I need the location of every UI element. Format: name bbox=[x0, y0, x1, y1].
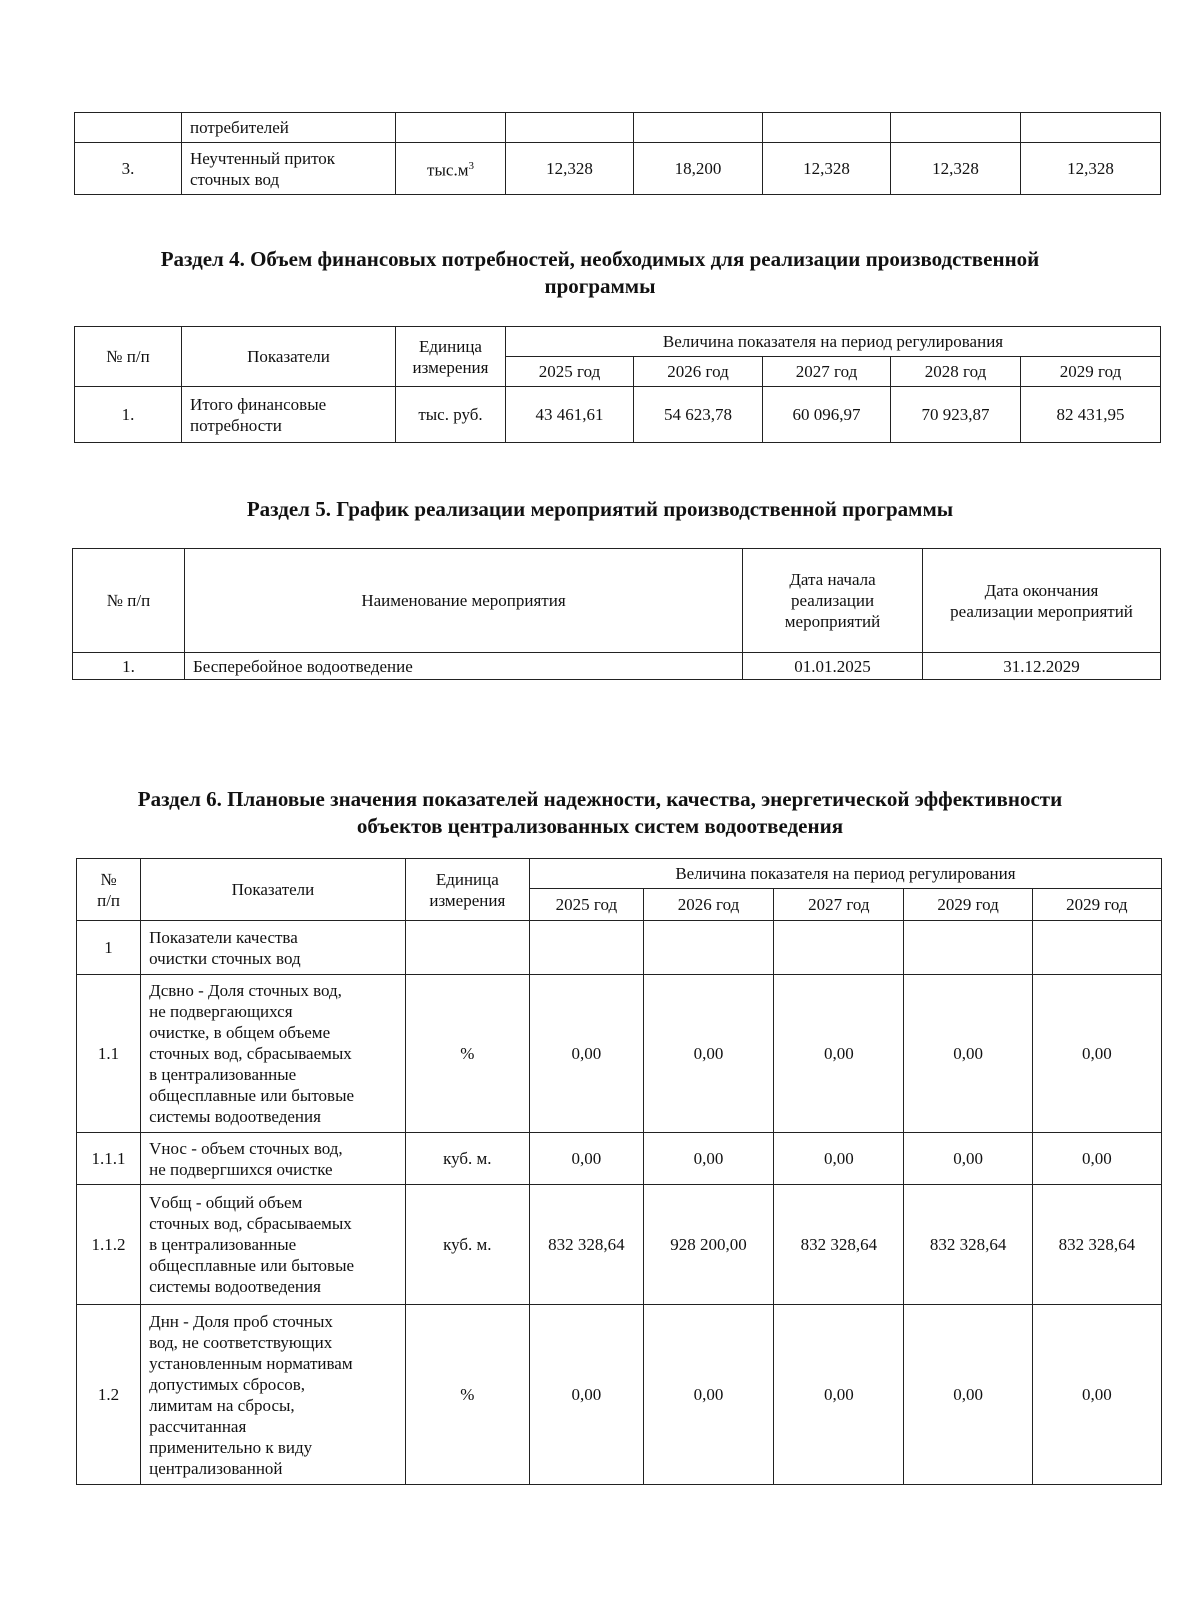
value-cell: 0,00 bbox=[774, 1305, 904, 1485]
header-row bbox=[77, 859, 1162, 889]
value-cell: 12,328 bbox=[891, 143, 1021, 195]
header-start-date: Дата начала реализации мероприятий bbox=[743, 549, 923, 653]
value-cell: 0,00 bbox=[643, 1133, 773, 1185]
row-name-line: в централизованные bbox=[149, 1235, 297, 1254]
value-cell bbox=[643, 921, 773, 975]
row-unit: куб. м. bbox=[405, 1133, 529, 1185]
value-cell: 0,00 bbox=[774, 1133, 904, 1185]
header-year: 2025 год bbox=[529, 889, 643, 921]
header-year: 2027 год bbox=[763, 357, 891, 387]
value-cell: 832 328,64 bbox=[774, 1185, 904, 1305]
row-unit: куб. м. bbox=[405, 1185, 529, 1305]
header-year: 2025 год bbox=[506, 357, 634, 387]
value-cell: 60 096,97 bbox=[763, 387, 891, 443]
value-cell: 12,328 bbox=[506, 143, 634, 195]
table-row bbox=[77, 1185, 1162, 1305]
value-cell: 0,00 bbox=[774, 975, 904, 1133]
header-indicator: Показатели bbox=[182, 327, 396, 387]
value-cell: 0,00 bbox=[529, 975, 643, 1133]
value-cell: 0,00 bbox=[904, 975, 1032, 1133]
row-number: 1.1.1 bbox=[77, 1133, 141, 1185]
header-row bbox=[75, 327, 1161, 357]
row-name bbox=[141, 1305, 406, 1485]
header-period: Величина показателя на период регулирования bbox=[506, 327, 1161, 357]
value-cell: 0,00 bbox=[1032, 975, 1161, 1133]
row-name: Итого финансовые потребности bbox=[182, 387, 396, 443]
row-name-line: централизованной bbox=[149, 1458, 283, 1478]
header-year: 2029 год bbox=[1032, 889, 1161, 921]
row-number: 3. bbox=[75, 143, 182, 195]
row-number: 1.1.2 bbox=[77, 1185, 141, 1305]
row-unit bbox=[405, 921, 529, 975]
value-cell: 12,328 bbox=[1021, 143, 1161, 195]
row-start-date: 01.01.2025 bbox=[743, 653, 923, 680]
row-number: 1. bbox=[75, 387, 182, 443]
value-cell: 0,00 bbox=[1032, 1305, 1161, 1485]
row-number: 1.2 bbox=[77, 1305, 141, 1485]
table-row bbox=[77, 1133, 1162, 1185]
value-cell bbox=[904, 921, 1032, 975]
row-unit: % bbox=[405, 1305, 529, 1485]
row-name-line: очистки сточных вод bbox=[149, 948, 301, 968]
row-name-line: вод, не соответствующих bbox=[149, 1332, 333, 1352]
value-cell: 18,200 bbox=[634, 143, 763, 195]
header-year: 2026 год bbox=[634, 357, 763, 387]
row-number: 1 bbox=[77, 921, 141, 975]
section4-title: Раздел 4. Объем финансовых потребностей, необходимых для реализации производственной программы bbox=[160, 247, 1040, 298]
row-name-line: установленным нормативам bbox=[149, 1353, 353, 1373]
value-cell bbox=[529, 921, 643, 975]
header-year: 2027 год bbox=[774, 889, 904, 921]
header-year: 2029 год bbox=[1021, 357, 1161, 387]
value-cell: 0,00 bbox=[904, 1305, 1032, 1485]
row-number: 1. bbox=[73, 653, 185, 680]
row-name: Неучтенный приток сточных вод bbox=[182, 143, 396, 195]
value-cell: 0,00 bbox=[904, 1133, 1032, 1185]
row-name-line: не подвергшихся очистке bbox=[149, 1159, 333, 1179]
row-name-line: не подвергающихся bbox=[149, 1002, 293, 1021]
row-name-line: Дсвно - Доля сточных вод, bbox=[149, 981, 342, 1000]
header-row bbox=[73, 549, 1161, 653]
row-name-line: рассчитанная bbox=[149, 1416, 247, 1436]
header-year: 2026 год bbox=[643, 889, 773, 921]
row-name: Бесперебойное водоотведение bbox=[185, 653, 743, 680]
row-name bbox=[141, 921, 406, 975]
value-cell: 928 200,00 bbox=[643, 1185, 773, 1305]
value-cell: 54 623,78 bbox=[634, 387, 763, 443]
row-name bbox=[141, 975, 406, 1133]
row-name-line: очистке, в общем объеме bbox=[149, 1023, 331, 1042]
header-year: 2028 год bbox=[891, 357, 1021, 387]
row-name-line: общесплавные или бытовые bbox=[149, 1086, 355, 1105]
row-name-line: сточных вод, сбрасываемых bbox=[149, 1214, 352, 1233]
value-cell bbox=[774, 921, 904, 975]
continuation-table bbox=[74, 112, 1161, 195]
value-cell: 12,328 bbox=[763, 143, 891, 195]
value-cell: 0,00 bbox=[529, 1305, 643, 1485]
header-end-date: Дата окончания реализации мероприятий bbox=[923, 549, 1161, 653]
header-period: Величина показателя на период регулирования bbox=[529, 859, 1161, 889]
header-name: Наименование мероприятия bbox=[185, 549, 743, 653]
section6-body bbox=[77, 921, 1162, 1485]
section6-title: Раздел 6. Плановые значения показателей надежности, качества, энергетической эффективности объектов централизованных систем водоотведения bbox=[137, 787, 1063, 838]
value-cell: 43 461,61 bbox=[506, 387, 634, 443]
row-name-line: лимитам на сбросы, bbox=[149, 1395, 295, 1415]
value-cell: 0,00 bbox=[643, 975, 773, 1133]
row-unit: тыс. руб. bbox=[396, 387, 506, 443]
value-cell: 0,00 bbox=[529, 1133, 643, 1185]
section5-table bbox=[72, 548, 1161, 680]
row-name bbox=[141, 1133, 406, 1185]
table-row bbox=[77, 921, 1162, 975]
row-name-line: Vобщ - общий объем bbox=[149, 1193, 303, 1212]
header-num: № п/п bbox=[77, 859, 141, 921]
row-name-line: системы водоотведения bbox=[149, 1277, 321, 1296]
row-name bbox=[141, 1185, 406, 1305]
value-cell: 0,00 bbox=[643, 1305, 773, 1485]
table-row bbox=[77, 1305, 1162, 1485]
row-number: 1.1 bbox=[77, 975, 141, 1133]
row-name-line: допустимых сбросов, bbox=[149, 1374, 306, 1394]
header-year: 2029 год bbox=[904, 889, 1032, 921]
row-end-date: 31.12.2029 bbox=[923, 653, 1161, 680]
value-cell: 70 923,87 bbox=[891, 387, 1021, 443]
value-cell: 0,00 bbox=[1032, 1133, 1161, 1185]
row-unit: $тыс.м^3$ bbox=[396, 143, 506, 195]
section6-table bbox=[76, 858, 1162, 1485]
header-num: № п/п bbox=[75, 327, 182, 387]
table-row bbox=[75, 113, 1161, 143]
row-name-line: сточных вод, сбрасываемых bbox=[149, 1044, 352, 1063]
table-row bbox=[75, 143, 1161, 195]
table-row bbox=[75, 387, 1161, 443]
row-unit: % bbox=[405, 975, 529, 1133]
header-unit: Единица измерения bbox=[396, 327, 506, 387]
header-num: № п/п bbox=[73, 549, 185, 653]
value-cell: 832 328,64 bbox=[904, 1185, 1032, 1305]
row-name-line: системы водоотведения bbox=[149, 1107, 321, 1126]
header-unit: Единица измерения bbox=[405, 859, 529, 921]
row-name-line: применительно к виду bbox=[149, 1437, 313, 1457]
value-cell: 832 328,64 bbox=[1032, 1185, 1161, 1305]
row-name-line: Vнос - объем сточных вод, bbox=[149, 1138, 343, 1158]
section4-table bbox=[74, 326, 1161, 443]
row-name: потребителей bbox=[182, 113, 396, 143]
row-name-line: Днн - Доля проб сточных bbox=[149, 1311, 333, 1331]
section5-title: Раздел 5. График реализации мероприятий производственной программы bbox=[246, 497, 954, 521]
row-name-line: общесплавные или бытовые bbox=[149, 1256, 355, 1275]
header-indicator: Показатели bbox=[141, 859, 406, 921]
table-row bbox=[73, 653, 1161, 680]
row-name-line: в централизованные bbox=[149, 1065, 297, 1084]
table-row bbox=[77, 975, 1162, 1133]
value-cell: 832 328,64 bbox=[529, 1185, 643, 1305]
value-cell bbox=[1032, 921, 1161, 975]
value-cell: 82 431,95 bbox=[1021, 387, 1161, 443]
row-name-line: Показатели качества bbox=[149, 927, 298, 947]
